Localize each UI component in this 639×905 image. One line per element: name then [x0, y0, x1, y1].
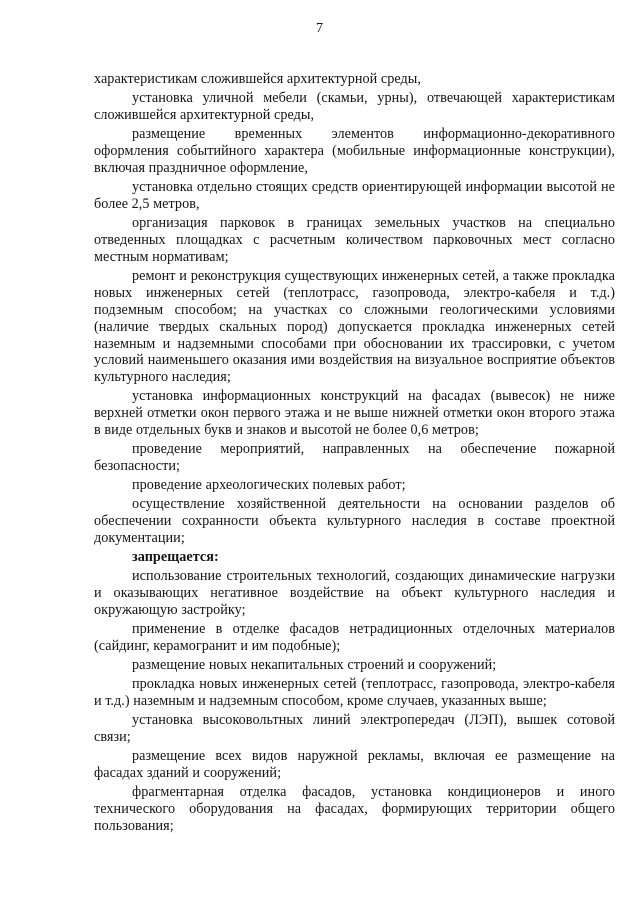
section-heading-prohibited: запрещается: — [132, 549, 219, 566]
paragraph: фрагментарная отделка фасадов, установка кондиционеров и иного технического оборудования на фасадах, формирующих территории общего пользования; — [94, 784, 615, 835]
paragraph: проведение археологических полевых работ; — [132, 477, 406, 494]
paragraph: характеристикам сложившейся архитектурной среды, — [94, 71, 421, 87]
paragraph: ремонт и реконструкция существующих инженерных сетей, а также прокладка новых инженерных сетей (теплотрасс, газопровода, электро-кабеля и т.д.) подземным способом; на участках со сложными геологическими условиями (наличие твердых скальных пород) допускается прокладка инженерных сетей наземным и надземными способами при обосновании их трассировки, с учетом условий наименьшего оказания ими воздействия на визуальное восприятие объектов культурного наследия; — [94, 267, 615, 386]
paragraph: размещение новых некапитальных строений и сооружений; — [132, 657, 497, 674]
paragraph: установка высоковольтных линий электропередач (ЛЭП), вышек сотовой связи; — [94, 712, 615, 746]
paragraph: прокладка новых инженерных сетей (теплотрасс, газопровода, электро-кабеля и т.д.) наземным и надземным способом, кроме случаев, указанных выше; — [94, 676, 615, 710]
paragraph: использование строительных технологий, создающих динамические нагрузки и оказывающих негативное воздействие на объект культурного наследия и окружающую застройку; — [94, 568, 615, 619]
paragraph: осуществление хозяйственной деятельности на основании разделов об обеспечении сохранности объекта культурного наследия в составе проектной документации; — [94, 496, 615, 547]
paragraph: организация парковок в границах земельных участков на специально отведенных площадках с расчетным количеством парковочных мест согласно местным нормативам; — [94, 215, 615, 265]
paragraph: установка информационных конструкций на фасадах (вывесок) не ниже верхней отметки окон первого этажа и не выше нижней отметки окон второго этажа в виде отдельных букв и знаков и высотой не более 0,6 метров; — [94, 388, 615, 439]
paragraph: установка уличной мебели (скамьи, урны), отвечающей характеристикам сложившейся архитектурной среды, — [94, 90, 615, 123]
paragraph: применение в отделке фасадов нетрадиционных отделочных материалов (сайдинг, керамогранит и им подобные); — [94, 621, 615, 655]
paragraph: размещение временных элементов информационно-декоративного оформления событийного характера (мобильные информационные конструкции), включая праздничное оформление, — [94, 126, 615, 176]
paragraph: размещение всех видов наружной рекламы, включая ее размещение на фасадах зданий и сооружений; — [94, 748, 615, 782]
paragraph: установка отдельно стоящих средств ориентирующей информации высотой не более 2,5 метров, — [94, 179, 615, 212]
page-number: 7 — [316, 21, 323, 36]
document-body — [94, 71, 615, 837]
paragraph: проведение мероприятий, направленных на обеспечение пожарной безопасности; — [94, 441, 615, 475]
